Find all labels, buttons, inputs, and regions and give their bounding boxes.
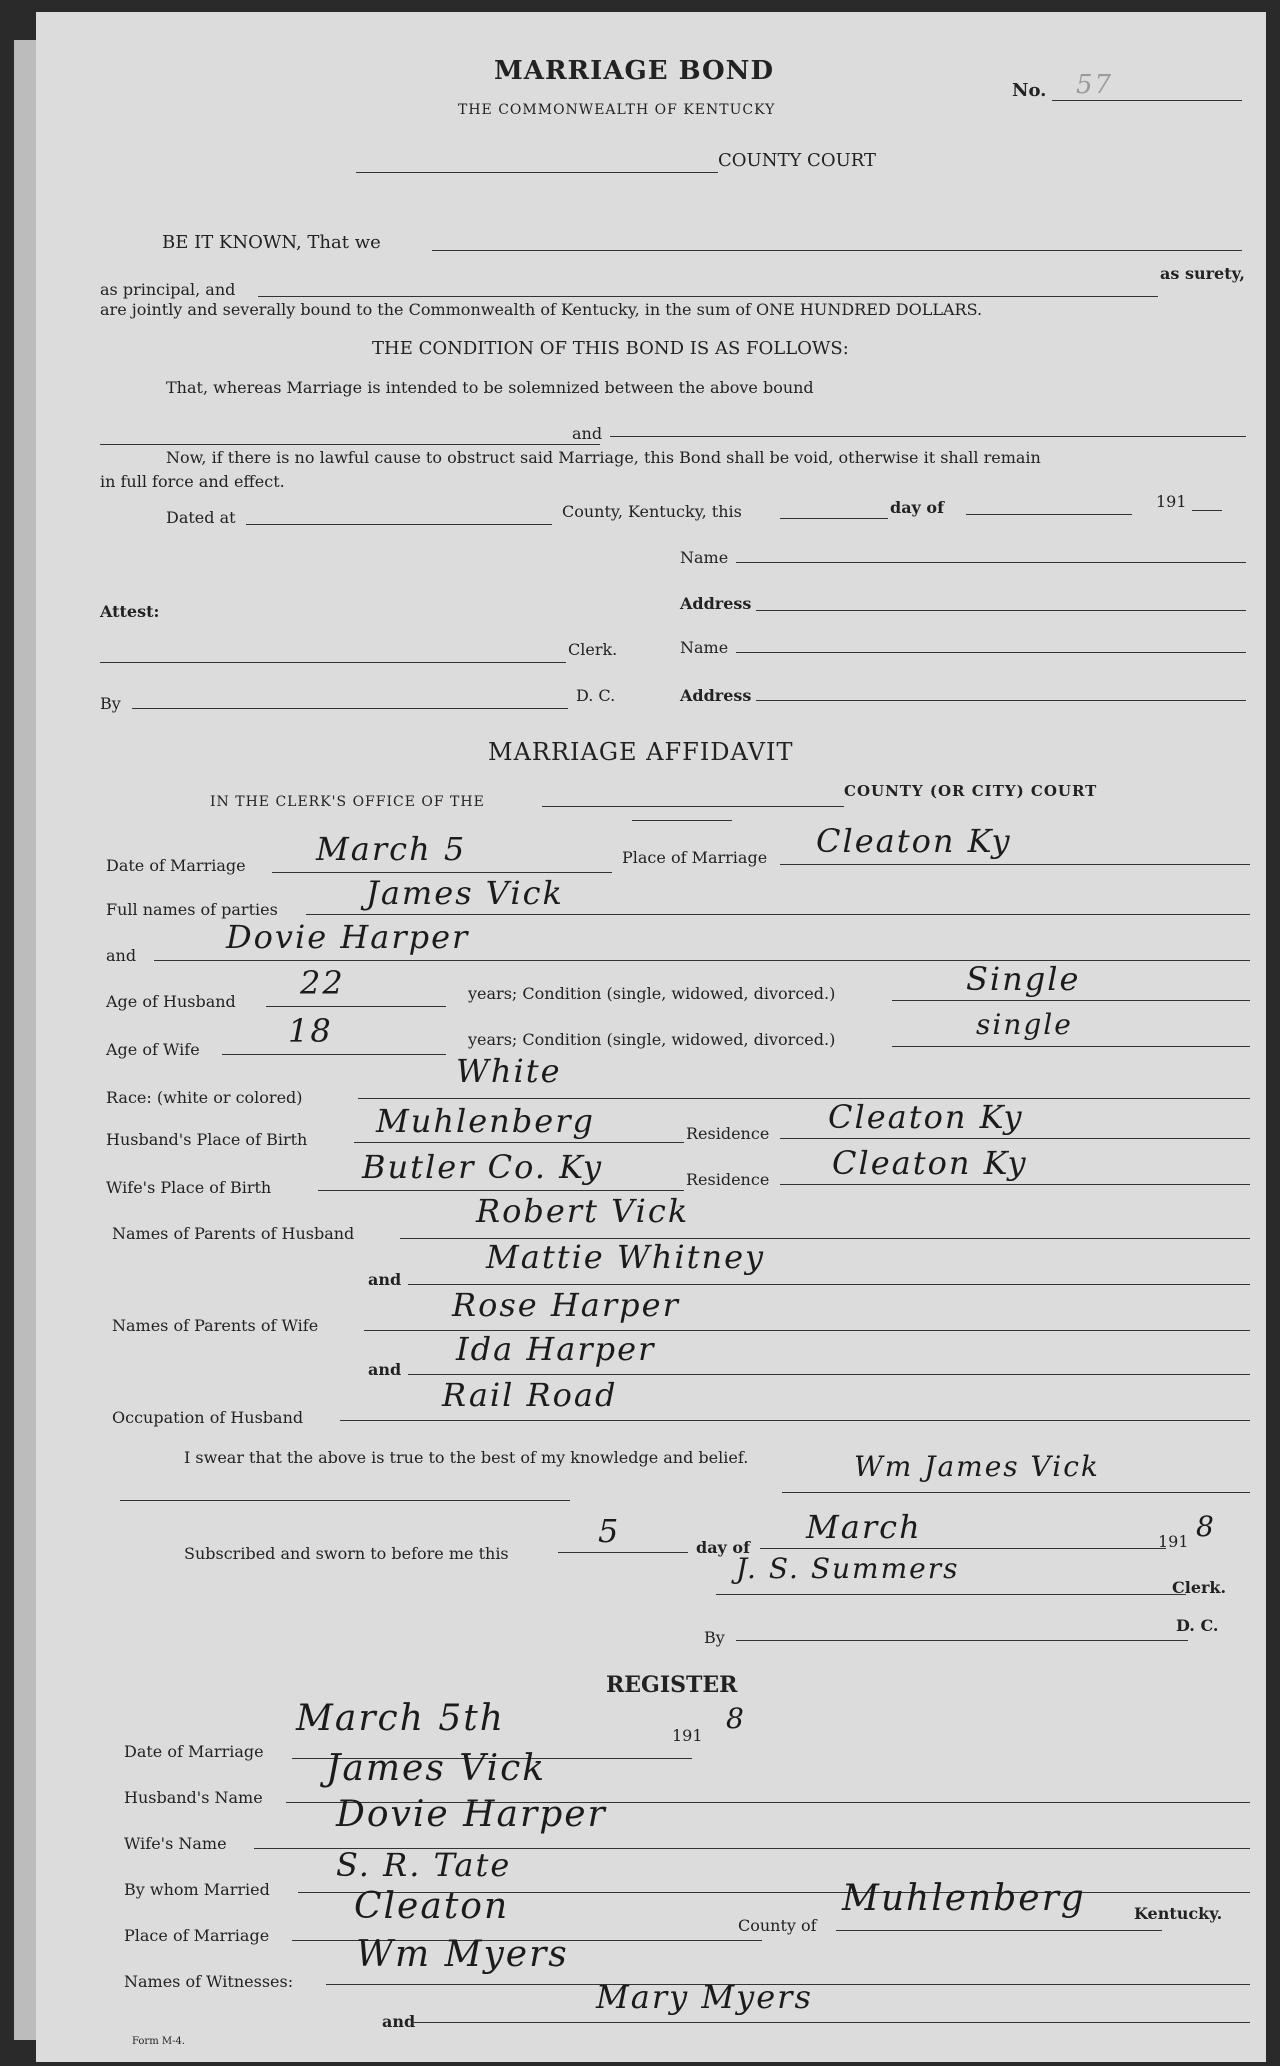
bond-day-of: day of: [890, 498, 944, 517]
race-value: White: [456, 1052, 562, 1090]
bond-subtitle: THE COMMONWEALTH OF KENTUCKY: [458, 102, 776, 118]
husband-birth-label: Husband's Place of Birth: [106, 1130, 308, 1149]
as-principal: as principal, and: [100, 280, 236, 299]
name-line-2: [736, 652, 1246, 653]
attest-label: Attest:: [100, 602, 160, 621]
age-wife-label: Age of Wife: [106, 1040, 200, 1059]
husband-birth: Muhlenberg: [376, 1102, 595, 1140]
husband-mother-line: [408, 1284, 1250, 1285]
bond-no-line: [1052, 100, 1242, 101]
condition-wife-line: [892, 1046, 1250, 1047]
reg-kentucky: Kentucky.: [1134, 1904, 1223, 1923]
aff-date-label: Date of Marriage: [106, 856, 246, 875]
reg-county-value: Muhlenberg: [842, 1878, 1086, 1919]
aff-by-label: By: [704, 1628, 725, 1647]
reg-married-by-label: By whom Married: [124, 1880, 270, 1899]
month-line: [966, 514, 1132, 515]
party2-line: [610, 436, 1246, 437]
husband-name: James Vick: [366, 874, 564, 912]
wife-birth-label: Wife's Place of Birth: [106, 1178, 272, 1197]
occupation-line: [340, 1420, 1250, 1421]
dated-at: Dated at: [166, 508, 236, 527]
sworn-month-line: [760, 1548, 1166, 1549]
register-title: REGISTER: [606, 1672, 738, 1698]
day-line: [780, 518, 888, 519]
years-condition-husband: years; Condition (single, widowed, divorced.): [468, 984, 836, 1003]
reg-witness-and: and: [382, 2012, 416, 2031]
aff-dc-label: D. C.: [1176, 1616, 1219, 1635]
form-number: Form M-4.: [132, 2036, 186, 2047]
condition-husband-line: [892, 1000, 1250, 1001]
bond-year-line: [1192, 510, 1222, 511]
aff-date-line: [272, 872, 612, 873]
husband-residence: Cleaton Ky: [828, 1098, 1024, 1136]
aff-date-value: March 5: [316, 830, 467, 868]
clerk-signature-line: [716, 1594, 1186, 1595]
husband-mother: Mattie Whitney: [486, 1238, 766, 1276]
wife-residence-line: [780, 1184, 1250, 1185]
full-names-label: Full names of parties: [106, 900, 278, 919]
wife-residence: Cleaton Ky: [832, 1144, 1028, 1182]
husband-father: Robert Vick: [476, 1192, 690, 1230]
wife-father: Rose Harper: [452, 1286, 680, 1324]
parents-wife-label: Names of Parents of Wife: [112, 1316, 319, 1335]
marriage-bond-document: [36, 12, 1266, 2062]
principal-line: [432, 250, 1242, 251]
occupation-value: Rail Road: [442, 1376, 618, 1414]
reg-date-label: Date of Marriage: [124, 1742, 264, 1761]
reg-husband-value: James Vick: [326, 1748, 547, 1789]
race-line: [358, 1098, 1250, 1099]
reg-married-by-value: S. R. Tate: [336, 1846, 512, 1884]
address-label-2: Address: [680, 686, 752, 705]
age-husband: 22: [300, 964, 345, 1002]
county-court-line: [356, 172, 718, 173]
age-wife-line: [222, 1054, 446, 1055]
condition-husband: Single: [966, 960, 1081, 998]
full-names-line: [306, 914, 1250, 915]
race-label: Race: (white or colored): [106, 1088, 303, 1107]
witness-1: Wm Myers: [356, 1934, 569, 1975]
aff-place-value: Cleaton Ky: [816, 822, 1012, 860]
witness-2: Mary Myers: [596, 1978, 813, 2016]
occupation-label: Occupation of Husband: [112, 1408, 304, 1427]
be-it-known: BE IT KNOWN, That we: [162, 232, 381, 253]
name-line-1: [736, 562, 1246, 563]
party1-line: [100, 444, 600, 445]
clerks-office: IN THE CLERK'S OFFICE OF THE: [210, 794, 485, 810]
clerk-line: [100, 662, 566, 663]
age-husband-line: [266, 1006, 446, 1007]
reg-year-prefix: 191: [672, 1726, 703, 1745]
condition-wife: single: [976, 1008, 1073, 1041]
bond-no-label: No.: [1012, 80, 1047, 101]
clerks-office-line: [542, 806, 844, 807]
as-surety: as surety,: [1160, 264, 1245, 283]
jointly-bound: are jointly and severally bound to the Commonwealth of Kentucky, in the sum of ONE HUNDRED DOLLARS.: [100, 300, 983, 319]
clerks-office-short-line: [632, 820, 732, 821]
county-court-label: COUNTY COURT: [718, 150, 877, 171]
sworn-day-of: day of: [696, 1538, 750, 1557]
reg-county-line: [836, 1930, 1162, 1931]
county-city-court: COUNTY (OR CITY) COURT: [844, 782, 1098, 800]
wife-name-line: [154, 960, 1250, 961]
subscribed-text: Subscribed and sworn to before me this: [184, 1544, 509, 1563]
reg-place-label: Place of Marriage: [124, 1926, 270, 1945]
years-condition-wife: years; Condition (single, widowed, divorced.): [468, 1030, 836, 1049]
now-if-text: Now, if there is no lawful cause to obstruct said Marriage, this Bond shall be void, otherwise it shall remain: [166, 448, 1041, 467]
name-label-1: Name: [680, 548, 729, 567]
dated-at-line: [246, 524, 552, 525]
wife-mother-line: [408, 1374, 1250, 1375]
witness-2-line: [412, 2022, 1250, 2023]
bond-no-value: 57: [1076, 70, 1114, 100]
bond-and: and: [572, 424, 603, 443]
address-line-2: [756, 700, 1246, 701]
reg-date-value: March 5th: [296, 1698, 505, 1739]
wife-birth-line: [318, 1190, 684, 1191]
age-husband-label: Age of Husband: [106, 992, 236, 1011]
wife-birth: Butler Co. Ky: [362, 1148, 604, 1186]
affiant-signature: Wm James Vick: [854, 1450, 1100, 1483]
reg-wife-value: Dovie Harper: [336, 1794, 607, 1835]
sworn-year-prefix: 191: [1158, 1532, 1189, 1551]
name-label-2: Name: [680, 638, 729, 657]
reg-witnesses-label: Names of Witnesses:: [124, 1972, 294, 1991]
wife-name: Dovie Harper: [226, 918, 470, 956]
husband-birth-line: [354, 1142, 684, 1143]
county-ky-this: County, Kentucky, this: [562, 502, 742, 521]
wife-mother: Ida Harper: [456, 1330, 656, 1368]
clerk-label: Clerk.: [568, 640, 618, 659]
address-line-1: [756, 610, 1246, 611]
affiant-signature-line: [782, 1492, 1250, 1493]
affidavit-title: MARRIAGE AFFIDAVIT: [488, 738, 794, 766]
husband-residence-label: Residence: [686, 1124, 770, 1143]
husband-residence-line: [780, 1138, 1250, 1139]
sworn-month: March: [806, 1508, 922, 1546]
wife-residence-label: Residence: [686, 1170, 770, 1189]
by-label: By: [100, 694, 121, 713]
aff-clerk-label: Clerk.: [1172, 1578, 1227, 1597]
aff-and-label: and: [106, 946, 137, 965]
sworn-day: 5: [598, 1512, 621, 1550]
clerk-signature: J. S. Summers: [736, 1552, 960, 1585]
surety-line: [258, 296, 1158, 297]
sworn-day-line: [558, 1552, 688, 1553]
bond-title: MARRIAGE BOND: [494, 56, 774, 86]
swear-text: I swear that the above is true to the best of my knowledge and belief.: [184, 1448, 749, 1467]
by-line: [132, 708, 568, 709]
dc-label: D. C.: [576, 686, 616, 705]
reg-county-of: County of: [738, 1916, 817, 1935]
age-wife: 18: [288, 1012, 333, 1050]
sworn-year-suffix: 8: [1196, 1510, 1216, 1543]
in-full-force: in full force and effect.: [100, 472, 285, 491]
aff-place-line: [780, 864, 1250, 865]
reg-husband-label: Husband's Name: [124, 1788, 263, 1807]
wife-parents-and: and: [368, 1360, 402, 1379]
aff-by-line: [736, 1640, 1188, 1641]
condition-heading: THE CONDITION OF THIS BOND IS AS FOLLOWS:: [372, 338, 849, 359]
left-sign-line: [120, 1500, 570, 1501]
reg-wife-label: Wife's Name: [124, 1834, 227, 1853]
aff-place-label: Place of Marriage: [622, 848, 768, 867]
reg-year-suffix: 8: [726, 1702, 746, 1735]
whereas-text: That, whereas Marriage is intended to be solemnized between the above bound: [166, 378, 814, 397]
parents-husband-label: Names of Parents of Husband: [112, 1224, 355, 1243]
reg-place-value: Cleaton: [354, 1886, 510, 1927]
husband-parents-and: and: [368, 1270, 402, 1289]
address-label-1: Address: [680, 594, 752, 613]
bond-year: 191: [1156, 492, 1187, 511]
